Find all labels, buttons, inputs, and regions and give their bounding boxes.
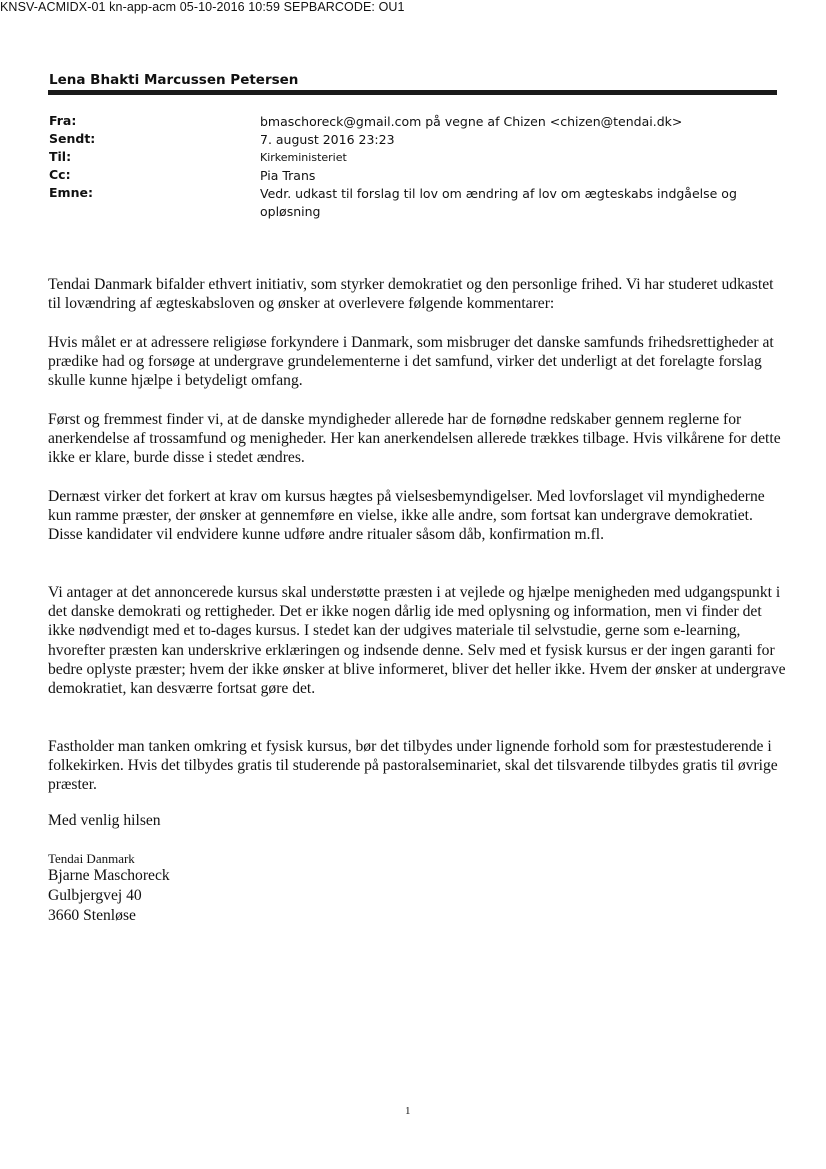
page-number: 1 (405, 1105, 411, 1117)
from-value: bmaschoreck@gmail.com på vegne af Chizen <chizen@tendai.dk> (260, 114, 683, 129)
scan-header: KNSV-ACMIDX-01 kn-app-acm 05-10-2016 10:59 SEPBARCODE: OU1 (0, 0, 405, 14)
body-paragraph-aim: Hvis målet er at adressere religiøse forkyndere i Danmark, som misbruger det danske samfunds frihedsrettigheder at prædike had og forsøge at undergrave grundelementerne i det samfund, virker det underligt at det forelagte forslag skulle kunne hjælpe i betydeligt omfang. (48, 334, 774, 390)
body-paragraph-first: Først og fremmest finder vi, at de danske myndigheder allerede har de fornødne redskaber gennem reglerne for anerkendelse af trossamfund og menigheder. Her kan anerkendelsen allerede trækkes tilbage. Hvis vilkårene for dette ikke er klare, burde disse i stedet ændres. (48, 411, 781, 467)
cc-value: Pia Trans (260, 168, 316, 183)
to-value: Kirkeministeriet (260, 151, 347, 164)
body-paragraph-physical-course: Fastholder man tanken omkring et fysisk kursus, bør det tilbydes under lignende forhold som for præstestuderende i folkekirken. Hvis det tilbydes gratis til studerende på pastoralseminariet, skal det tilsvarende tilbydes gratis til øvrige præster. (48, 738, 778, 794)
closing-salutation: Med venlig hilsen (48, 812, 161, 829)
signature-street: Gulbjergvej 40 (48, 887, 142, 904)
cc-label: Cc: (49, 167, 71, 182)
body-paragraph-second: Dernæst virker det forkert at krav om kursus hægtes på vielsesbemyndigelser. Med lovforslaget vil myndighederne kun ramme præster, der ønsker at gennemføre en vielse, ikke alle andre, som fortsat kan undergrave demokratiet. Disse kandidater vil endvidere kunne udføre andre ritualer såsom dåb, konfirmation m.fl. (48, 488, 765, 544)
sent-value: 7. august 2016 23:23 (260, 132, 395, 147)
sent-label: Sendt: (49, 131, 96, 146)
signature-city: 3660 Stenløse (48, 907, 136, 924)
from-label: Fra: (49, 113, 77, 128)
body-paragraph-intro: Tendai Danmark bifalder ethvert initiativ, som styrker demokratiet og den personlige frihed. Vi har studeret udkastet til lovændring af ægteskabsloven og ønsker at overlevere følgende kommentarer: (48, 276, 774, 313)
header-divider (48, 90, 777, 95)
to-label: Til: (49, 149, 72, 164)
signature-name: Bjarne Maschoreck (48, 867, 170, 884)
subject-value: Vedr. udkast til forslag til lov om ændring af lov om ægteskabs indgåelse og opløsning (260, 186, 737, 219)
mailbox-owner-name: Lena Bhakti Marcussen Petersen (49, 72, 299, 88)
subject-label: Emne: (49, 185, 93, 200)
body-paragraph-course: Vi antager at det annoncerede kursus skal understøtte præsten i at vejlede og hjælpe menigheden med udgangspunkt i det danske demokrati og rettigheder. Det er ikke nogen dårlig ide med oplysning og information, men vi finder det ikke nødvendigt med et to-dages kursus. I stedet kan der udgives materiale til selvstudie, gerne som e-learning, hvorefter præsten kan underskrive erklæringen og indsende denne. Selv med et fysisk kursus er der ingen garanti for bedre oplyste præster; hvem der ikke ønsker at blive informeret, bliver det heller ikke. Hvem der ønsker at undergrave demokratiet, kan desværre fortsat gøre det. (48, 584, 786, 698)
signature-organization: Tendai Danmark (48, 851, 135, 866)
